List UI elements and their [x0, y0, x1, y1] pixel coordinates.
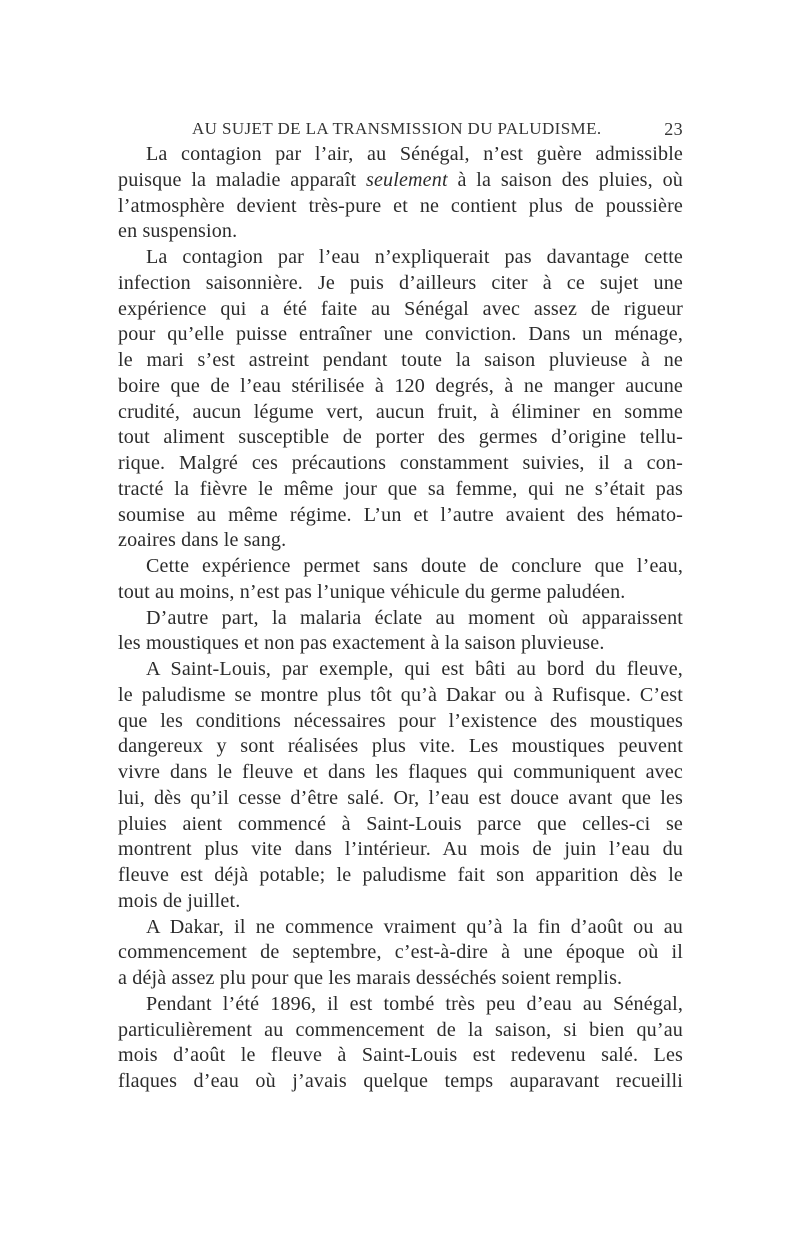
paragraph: [118, 915, 683, 992]
text-line: flaques d’eau où j’avais quelque temps auparavant recueilli: [118, 1070, 683, 1092]
paragraph: [118, 657, 683, 915]
paragraph: [118, 554, 683, 606]
book-page: [118, 112, 683, 1095]
text-fragment: à la saison des pluies, où: [457, 168, 683, 191]
text-line: boire que de l’eau stérilisée à 120 degrés, à ne manger aucune: [118, 374, 683, 397]
text-line: les moustiques et non pas exactement à la saison pluvieuse.: [118, 632, 605, 655]
text-line: A Dakar, il ne commence vraiment qu’à la fin d’août ou au: [146, 915, 683, 938]
text-line: que les conditions nécessaires pour l’existence des moustiques: [118, 709, 683, 732]
paragraph: [118, 606, 683, 658]
running-header: [118, 112, 683, 142]
text-line: vivre dans le fleuve et dans les flaques qui communiquent avec: [118, 761, 683, 783]
text-line: tout aliment susceptible de porter des germes d’origine tellu-: [118, 426, 683, 449]
text-line: zoaires dans le sang.: [118, 529, 287, 552]
text-line: l’atmosphère devient très-pure et ne contient plus de poussière: [118, 194, 683, 217]
text-line: a déjà assez plu pour que les marais desséchés soient remplis.: [118, 967, 623, 989]
text-line-with-emphasis: [118, 168, 683, 194]
paragraph: [118, 142, 683, 245]
text-line: dangereux y sont réalisées plus vite. Les moustiques peuvent: [118, 735, 683, 758]
text-line: en suspension.: [118, 220, 238, 243]
text-line: crudité, aucun légume vert, aucun fruit, à éliminer en somme: [118, 400, 683, 423]
text-line: mois d’août le fleuve à Saint-Louis est redevenu salé. Les: [118, 1044, 683, 1067]
text-line: soumise au même régime. L’un et l’autre avaient des hémato-: [118, 503, 683, 526]
text-line: rique. Malgré ces précautions constamment suivies, il a con-: [118, 452, 683, 474]
text-line: le paludisme se montre plus tôt qu’à Dakar ou à Rufisque. C’est: [118, 683, 683, 706]
text-line: lui, dès qu’il cesse d’être salé. Or, l’eau est douce avant que les: [118, 786, 683, 809]
text-line: infection saisonnière. Je puis d’ailleurs citer à ce sujet une: [118, 271, 683, 294]
text-line: expérience qui a été faite au Sénégal avec assez de rigueur: [118, 297, 683, 320]
text-line: pluies aient commencé à Saint-Louis parce que celles-ci se: [118, 812, 683, 835]
text-line: le mari s’est astreint pendant toute la saison pluvieuse à ne: [118, 349, 683, 371]
page-number: 23: [664, 119, 683, 139]
text-fragment: puisque la maladie apparaît: [118, 168, 357, 191]
text-line: La contagion par l’air, au Sénégal, n’est guère admissible: [146, 143, 683, 165]
text-line: A Saint-Louis, par exemple, qui est bâti au bord du fleuve,: [146, 658, 683, 680]
text-line: mois de juillet.: [118, 889, 241, 912]
text-line: particulièrement au commencement de la saison, si bien qu’au: [118, 1018, 683, 1041]
emphasized-word: seulement: [365, 168, 448, 191]
text-line: D’autre part, la malaria éclate au moment où apparaissent: [146, 606, 683, 629]
text-line: Pendant l’été 1896, il est tombé très peu d’eau au Sénégal,: [146, 992, 683, 1015]
text-line: La contagion par l’eau n’expliquerait pas davantage cette: [146, 246, 683, 268]
text-line: tout au moins, n’est pas l’unique véhicule du germe paludéen.: [118, 580, 626, 603]
text-line: tracté la fièvre le même jour que sa femme, qui ne s’était pas: [118, 477, 683, 500]
text-line: commencement de septembre, c’est-à-dire à une époque où il: [118, 941, 683, 964]
text-line: Cette expérience permet sans doute de conclure que l’eau,: [146, 555, 683, 577]
text-line: montrent plus vite dans l’intérieur. Au mois de juin l’eau du: [118, 838, 683, 861]
text-line: pour qu’elle puisse entraîner une conviction. Dans un ménage,: [118, 323, 683, 346]
text-line: fleuve est déjà potable; le paludisme fait son apparition dès le: [118, 864, 683, 886]
paragraph: [118, 992, 683, 1095]
paragraph: [118, 245, 683, 554]
running-title: AU SUJET DE LA TRANSMISSION DU PALUDISME.: [192, 119, 602, 138]
